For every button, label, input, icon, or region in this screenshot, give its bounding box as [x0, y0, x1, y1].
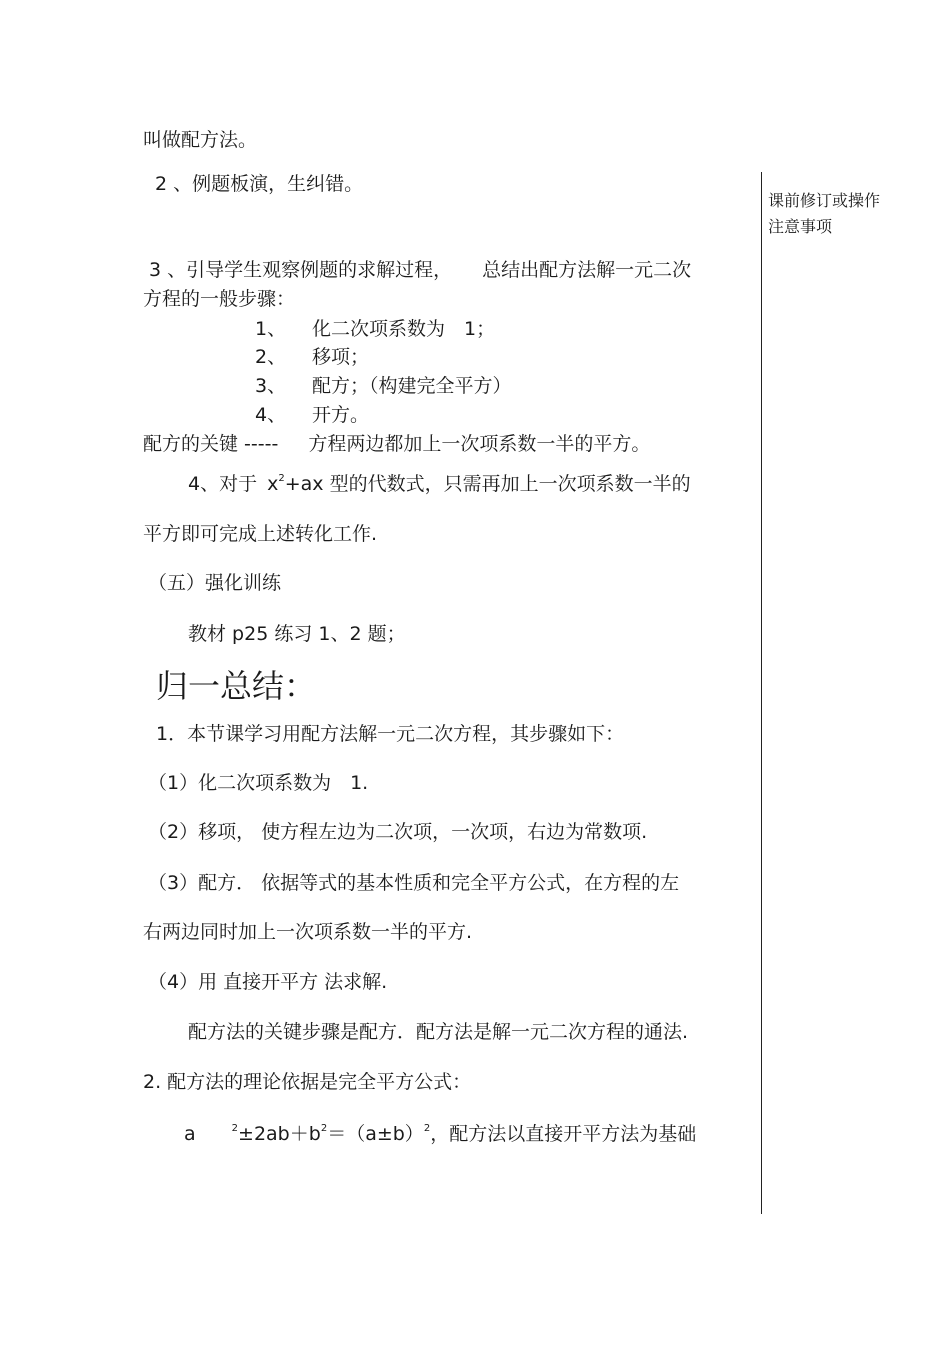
text-line-9-part-a: 4、对于 — [188, 473, 258, 495]
text-line-9-part-b: +ax 型的代数式，只需再加上一次项系数一半的 — [284, 473, 691, 495]
side-note-line-2: 注意事项 — [768, 217, 833, 236]
exponent: 2 — [278, 473, 285, 484]
formula-tail: ，配方法以直接开平方法为基础 — [430, 1123, 697, 1145]
list-item — [255, 317, 495, 341]
formula-exponent-3: 2 — [423, 1123, 431, 1134]
formula-exponent-2: 2 — [320, 1123, 328, 1134]
summary-line-8: 2. 配方法的理论依据是完全平方公式： — [143, 1071, 472, 1093]
section-title-5: （五）强化训练 — [148, 572, 282, 594]
text-line-2: 2 、例题板演，生纠错。 — [155, 173, 364, 195]
step-number: 2、 — [255, 346, 287, 368]
key-label: 配方的关键 ----- — [143, 433, 279, 455]
summary-line-4: （3）配方． 依据等式的基本性质和完全平方公式，在方程的左 — [148, 872, 680, 894]
list-item — [255, 345, 369, 369]
formula-middle: ±2ab＋b — [238, 1123, 321, 1145]
step-number: 3、 — [255, 375, 287, 397]
formula-exponent-1: 2 — [231, 1123, 239, 1134]
variable-x: x — [267, 473, 279, 495]
list-item — [255, 374, 512, 398]
formula-line — [184, 1122, 696, 1146]
summary-line-7: 配方法的关键步骤是配方．配方法是解一元二次方程的通法. — [188, 1021, 689, 1043]
step-text: 移项； — [312, 346, 370, 368]
step-text: 开方。 — [312, 404, 370, 426]
text-line-4: 方程的一般步骤： — [143, 288, 296, 310]
step-text: 配方；（构建完全平方） — [312, 375, 512, 397]
summary-heading: 归一总结： — [156, 667, 317, 705]
step-text: 化二次项系数为 1； — [312, 318, 496, 340]
formula-a: a — [184, 1123, 196, 1145]
summary-line-6: （4）用 直接开平方 法求解. — [148, 971, 388, 993]
text-line-12: 教材 p25 练习 1、2 题； — [188, 623, 406, 645]
text-line-3 — [149, 258, 691, 282]
text-line-3-part-b: 总结出配方法解一元二次 — [482, 259, 692, 281]
list-item — [255, 403, 369, 427]
summary-line-1: 1．本节课学习用配方法解一元二次方程，其步骤如下： — [156, 723, 625, 745]
step-number: 4、 — [255, 404, 287, 426]
step-number: 1、 — [255, 318, 287, 340]
text-line-3-part-a: 3 、引导学生观察例题的求解过程， — [149, 259, 453, 281]
formula-equals: ＝（a±b） — [327, 1123, 424, 1145]
text-line-10: 平方即可完成上述转化工作. — [143, 523, 378, 545]
summary-line-5: 右两边同时加上一次项系数一半的平方. — [143, 921, 473, 943]
key-line — [143, 432, 650, 456]
summary-line-3: （2）移项， 使方程左边为二次项，一次项，右边为常数项. — [148, 821, 648, 843]
key-text: 方程两边都加上一次项系数一半的平方。 — [308, 433, 651, 455]
side-note-line-1: 课前修订或操作 — [768, 191, 881, 210]
text-line-9 — [188, 472, 691, 496]
summary-line-2: （1）化二次项系数为 1. — [148, 772, 369, 794]
text-line-1: 叫做配方法。 — [143, 129, 258, 151]
margin-divider — [761, 172, 762, 1214]
